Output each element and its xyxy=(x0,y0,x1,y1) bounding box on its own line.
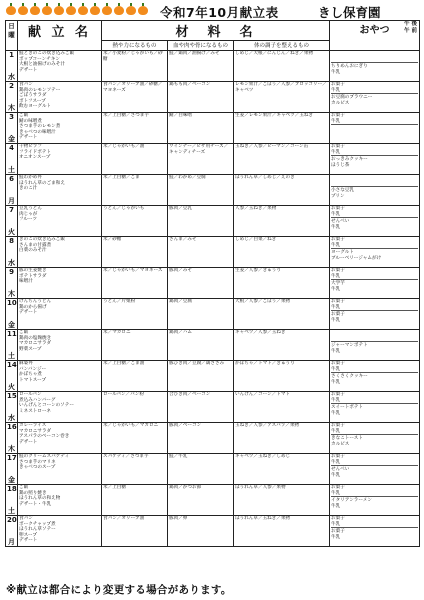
menu-body xyxy=(6,51,420,547)
red-ingredients: うどん／片栗粉 xyxy=(102,299,168,330)
green-ingredients: 鶏肉／豆腐 xyxy=(168,299,234,330)
snack-cell xyxy=(330,299,420,330)
pumpkin-icon xyxy=(66,6,76,15)
day-cell xyxy=(6,485,18,516)
weekday: 木 xyxy=(8,445,15,453)
snack-am: お菓子 牛乳 xyxy=(331,392,418,404)
date-number: 18 xyxy=(7,485,17,493)
red-ingredients: うどん／じゃがいも xyxy=(102,206,168,237)
red-ingredients: 米／じゃがいも／油 xyxy=(102,144,168,175)
yellow-ingredients: レモン果汁／ごぼう／人参／ブロッコリー／キャベツ xyxy=(234,82,330,113)
weekday: 金 xyxy=(8,476,15,484)
snack-am xyxy=(331,175,418,187)
snack-pm: お菓子 牛乳 xyxy=(331,529,345,540)
pumpkin-icon xyxy=(90,6,100,15)
menu-row xyxy=(6,206,420,237)
snack-am xyxy=(331,51,418,63)
menu-row xyxy=(6,299,420,330)
dish-list: 食パン 鶏肉のレモンソテー ごぼうサラダ ポトフスープ 飲むヨーグルト xyxy=(18,82,102,113)
yellow-ingredients: しめじ／大根／にんじん／ねぎ／果物 xyxy=(234,51,330,82)
green-ingredients: 豚肉／ベーコン xyxy=(168,423,234,454)
green-ingredients: 鶏肉／ハム xyxy=(168,330,234,361)
yellow-ingredients: 大根／人参／ごぼう／果物 xyxy=(234,299,330,330)
yellow-ingredients: 玉ねぎ／人参／アスパラ／果物 xyxy=(234,423,330,454)
snack-am: お菓子 牛乳 xyxy=(331,454,418,466)
snack-cell xyxy=(330,516,420,547)
snack-am-label: 午 後 xyxy=(404,21,417,27)
date-number: 14 xyxy=(7,361,17,369)
snack-cell xyxy=(330,361,420,392)
weekday: 火 xyxy=(8,383,15,391)
snack-time-labels xyxy=(404,21,417,35)
weekday: 金 xyxy=(8,321,15,329)
red-ingredients: 食パン／オリーブ油／砂糖／マヨネーズ xyxy=(102,82,168,113)
snack-am: お菓子 牛乳 xyxy=(331,113,418,125)
weekday: 水 xyxy=(8,414,15,422)
snack-pm: きなこトースト カルピス xyxy=(331,436,363,447)
day-cell xyxy=(6,113,18,144)
green-ingredients: 鮭／わかめ／豆腐 xyxy=(168,175,234,206)
red-ingredients: 米／上白糖／ごま xyxy=(102,175,168,206)
snack-cell xyxy=(330,175,420,206)
day-cell xyxy=(6,299,18,330)
green-ingredients: 鶏もも肉／ベーコン xyxy=(168,82,234,113)
pumpkin-icon xyxy=(102,6,112,15)
dish-list: 鮭わかめ丼 ほうれん草のごま和え きのこ汁 xyxy=(18,175,102,206)
menu-table xyxy=(5,20,420,547)
dish-list: きのこの炊き込みご飯 さんまの甘露煮 白菜のみそ汁 xyxy=(18,237,102,268)
date-number: 2 xyxy=(9,82,14,90)
menu-row xyxy=(6,113,420,144)
weekday: 土 xyxy=(8,507,15,515)
yellow-ingredients: キャベツ／人参／玉ねぎ xyxy=(234,330,330,361)
weekday: 水 xyxy=(8,73,15,81)
date-number: 9 xyxy=(9,268,14,276)
weekday: 木 xyxy=(8,104,15,112)
snack-cell xyxy=(330,144,420,175)
green-ingredients: 豚ひき肉／豆腐／鶏ささみ xyxy=(168,361,234,392)
green-ingredients: 鮭／鶏肉／油揚げ／みそ xyxy=(168,51,234,82)
green-group-header: 血や肉や骨になるもの xyxy=(168,41,234,51)
snack-am: お菓子 牛乳 xyxy=(331,299,418,311)
weekday: 金 xyxy=(8,135,15,143)
yellow-ingredients: ほうれん草／しめじ／えのき xyxy=(234,175,330,206)
snack-pm: 大学芋 牛乳 xyxy=(331,281,345,292)
dish-list: カレーライス マカロニサラダ アスパラのベーコン巻き デザート xyxy=(18,423,102,454)
day-cell xyxy=(6,82,18,113)
date-number: 7 xyxy=(9,206,14,214)
snack-am: お菓子 牛乳 xyxy=(331,82,418,94)
menu-row xyxy=(6,392,420,423)
weekday: 月 xyxy=(8,197,15,205)
dish-list: 食パン ポークチャップ煮 ほうれん草ソテー 卵スープ デザート xyxy=(18,516,102,547)
snack-am xyxy=(331,330,418,342)
pumpkin-icon xyxy=(126,6,136,15)
snack-pm: お菓子 牛乳 xyxy=(331,312,345,323)
green-ingredients: 豚肉／みそ xyxy=(168,268,234,299)
snack-am: お菓子 牛乳 xyxy=(331,144,418,156)
snack-cell xyxy=(330,51,420,82)
weekday: 水 xyxy=(8,259,15,267)
red-ingredients: 米／じゃがいも／マヨネーズ xyxy=(102,268,168,299)
dish-list: ご飯 鶏の照り焼き ほうれん草の和え物 デザート・牛乳 xyxy=(18,485,102,516)
weekday: 火 xyxy=(8,228,15,236)
day-cell xyxy=(6,423,18,454)
red-ingredients: 米／上白糖／ごま油 xyxy=(102,361,168,392)
dish-list: 豚の生姜焼き ポテトサラダ 味噌汁 xyxy=(18,268,102,299)
snack-pm-label: 午 前 xyxy=(404,28,417,34)
dish-list: ご飯 鶏肉の塩麹焼き マカロニサラダ 野菜スープ xyxy=(18,330,102,361)
dish-list: ロールパン 煮込みハンバーグ いんげんとコーンのソテー ミネストローネ xyxy=(18,392,102,423)
yellow-ingredients: ほうれん草／玉ねぎ／果物 xyxy=(234,516,330,547)
school-name: きし保育園 xyxy=(318,5,381,20)
dish-list: けんちんうどん 鶏のから揚げ デザート xyxy=(18,299,102,330)
snack-cell xyxy=(330,485,420,516)
yellow-ingredients: 生姜／レモン果汁／キャベツ／玉ねぎ xyxy=(234,113,330,144)
yellow-ingredients: ほうれん草／人参／果物 xyxy=(234,485,330,516)
green-ingredients: 鮭／牛乳 xyxy=(168,454,234,485)
date-number: 16 xyxy=(7,423,17,431)
date-number: 3 xyxy=(9,113,14,121)
yellow-ingredients: いんげん／コーン／トマト xyxy=(234,392,330,423)
pumpkin-decoration xyxy=(6,3,154,17)
yellow-ingredients: 人参／玉ねぎ／果物 xyxy=(234,206,330,237)
yellow-ingredients: 生姜／人参／きゅうり xyxy=(234,268,330,299)
snack-cell xyxy=(330,237,420,268)
snack-pm: イタリアンラーメン 牛乳 xyxy=(331,498,372,509)
green-ingredients: 鯖／白味噌 xyxy=(168,113,234,144)
day-header: 日 曜 xyxy=(6,21,18,51)
menu-row xyxy=(6,516,420,547)
red-ingredients: 米／砂糖 xyxy=(102,237,168,268)
date-number: 15 xyxy=(7,392,17,400)
menu-row xyxy=(6,51,420,82)
date-number: 11 xyxy=(7,330,17,338)
yellow-ingredients: キャベツ／玉ねぎ／しめじ xyxy=(234,454,330,485)
red-ingredients: スパゲティ／さつま芋 xyxy=(102,454,168,485)
red-ingredients: 米／小麦粉／じゃがいも／砂糖 xyxy=(102,51,168,82)
date-number: 8 xyxy=(9,237,14,245)
pumpkin-icon xyxy=(6,6,16,15)
snack-pm: ジャーマンポテト 牛乳 xyxy=(331,343,368,354)
pumpkin-icon xyxy=(78,6,88,15)
day-cell xyxy=(6,454,18,485)
green-ingredients: 鶏肉／かつお節 xyxy=(168,485,234,516)
snack-pm: ヨーグルト ブルーベリージャムがけ xyxy=(331,250,382,261)
date-number: 20 xyxy=(7,516,17,524)
green-ingredients: さんま／みそ xyxy=(168,237,234,268)
green-ingredients: 豚肉／卵 xyxy=(168,516,234,547)
menu-row xyxy=(6,454,420,485)
day-cell xyxy=(6,51,18,82)
snack-am: お菓子 牛乳 xyxy=(331,423,418,435)
date-number: 6 xyxy=(9,175,14,183)
dish-list: ご飯 鯖の味噌煮 さつま芋のレモン煮 きゃべつの味噌汁 デザート xyxy=(18,113,102,144)
snack-header-label: おやつ xyxy=(359,25,390,36)
yellow-group-header: 体の調子を整えるもの xyxy=(234,41,330,51)
pumpkin-icon xyxy=(18,6,28,15)
red-ingredients: 米／上白糖／さつま芋 xyxy=(102,113,168,144)
snack-pm: ちりめんおにぎり 牛乳 xyxy=(331,64,368,75)
snack-pm: お豆腐のブラウニー カルピス xyxy=(331,95,373,106)
snack-cell xyxy=(330,454,420,485)
snack-cell xyxy=(330,82,420,113)
menu-row xyxy=(6,268,420,299)
snack-pm: おっきみクッキー ほうじ茶 xyxy=(331,157,368,168)
snack-pm: さくさくクッキー 牛乳 xyxy=(331,374,368,385)
green-ingredients: 合びき肉／ベーコン xyxy=(168,392,234,423)
menu-row xyxy=(6,361,420,392)
dish-list: 干物ピラフ フライドポテト オニオンスープ xyxy=(18,144,102,175)
pumpkin-icon xyxy=(114,6,124,15)
pumpkin-icon xyxy=(30,6,40,15)
day-cell xyxy=(6,361,18,392)
snack-pm: スイートポテト 牛乳 xyxy=(331,405,364,416)
snack-am: お菓子 牛乳 xyxy=(331,516,418,528)
snack-pm: せんべい 牛乳 xyxy=(331,467,350,478)
green-ingredients: 豚肉／豆乳 xyxy=(168,206,234,237)
yellow-ingredients: かぼちゃ／トマト／きゅうり xyxy=(234,361,330,392)
red-ingredients: 米／上白糖 xyxy=(102,485,168,516)
pumpkin-icon xyxy=(42,6,52,15)
date-number: 17 xyxy=(7,454,17,462)
yellow-ingredients: 玉ねぎ／人参／ピーマン／コーン缶 xyxy=(234,144,330,175)
snack-cell xyxy=(330,423,420,454)
date-number: 1 xyxy=(9,51,14,59)
yellow-ingredients: しめじ／白菜／ねぎ xyxy=(234,237,330,268)
ingredients-header: 材 料 名 xyxy=(102,21,330,41)
dish-list: 鮭のクリームスパゲティ さつま芋のマリネ きゃべつのスープ xyxy=(18,454,102,485)
menu-row xyxy=(6,82,420,113)
menu-row xyxy=(6,485,420,516)
snack-cell xyxy=(330,330,420,361)
snack-cell xyxy=(330,268,420,299)
snack-cell xyxy=(330,392,420,423)
day-cell xyxy=(6,330,18,361)
day-cell xyxy=(6,144,18,175)
dish-list: 豆乳うどん 肉じゃが フルーツ xyxy=(18,206,102,237)
weekday: 土 xyxy=(8,352,15,360)
menu-row xyxy=(6,237,420,268)
red-ingredients: 米／じゃがいも／マカロニ xyxy=(102,423,168,454)
snack-am: お菓子 牛乳 xyxy=(331,361,418,373)
snack-pm: せんべい 牛乳 xyxy=(331,219,350,230)
menu-name-header: 献 立 名 xyxy=(18,21,102,51)
day-cell xyxy=(6,175,18,206)
snack-cell xyxy=(330,113,420,144)
day-cell xyxy=(6,237,18,268)
day-cell xyxy=(6,516,18,547)
red-group-header: 熱や力になるもの xyxy=(102,41,168,51)
weekday: 土 xyxy=(8,166,15,174)
day-cell xyxy=(6,392,18,423)
page-title: 令和7年10月献立表 xyxy=(160,5,279,20)
snack-am: お菓子 牛乳 xyxy=(331,268,418,280)
snack-header xyxy=(330,21,420,51)
snack-pm xyxy=(331,125,418,126)
menu-row xyxy=(6,175,420,206)
menu-row xyxy=(6,330,420,361)
weekday: 木 xyxy=(8,290,15,298)
weekday: 月 xyxy=(8,538,15,546)
snack-am: お菓子 牛乳 xyxy=(331,485,418,497)
date-number: 4 xyxy=(9,144,14,152)
green-ingredients: ウインナー／ピザ用チーズ／キャンディチーズ xyxy=(168,144,234,175)
dish-list: 鮭ときのこの炊き込みご飯 ポップコーンチキン 大根と油揚げのみそ汁 デザート xyxy=(18,51,102,82)
menu-row xyxy=(6,423,420,454)
menu-row xyxy=(6,144,420,175)
red-ingredients: ロールパン／パン粉 xyxy=(102,392,168,423)
day-cell xyxy=(6,206,18,237)
day-cell xyxy=(6,268,18,299)
red-ingredients: 食パン／オリーブ油 xyxy=(102,516,168,547)
snack-am: お菓子 牛乳 xyxy=(331,237,418,249)
snack-pm: 小さな豆乳 プリン xyxy=(331,188,354,199)
footer-note: ※献立は都合により変更する場合があります。 xyxy=(6,584,232,596)
pumpkin-icon xyxy=(138,6,148,15)
snack-cell xyxy=(330,206,420,237)
date-number: 10 xyxy=(7,299,17,307)
pumpkin-icon xyxy=(54,6,64,15)
snack-am: お菓子 牛乳 xyxy=(331,206,418,218)
red-ingredients: 米／マカロニ xyxy=(102,330,168,361)
dish-list: 麻婆丼 バンバンジー かぼちゃ煮 トマトスープ xyxy=(18,361,102,392)
